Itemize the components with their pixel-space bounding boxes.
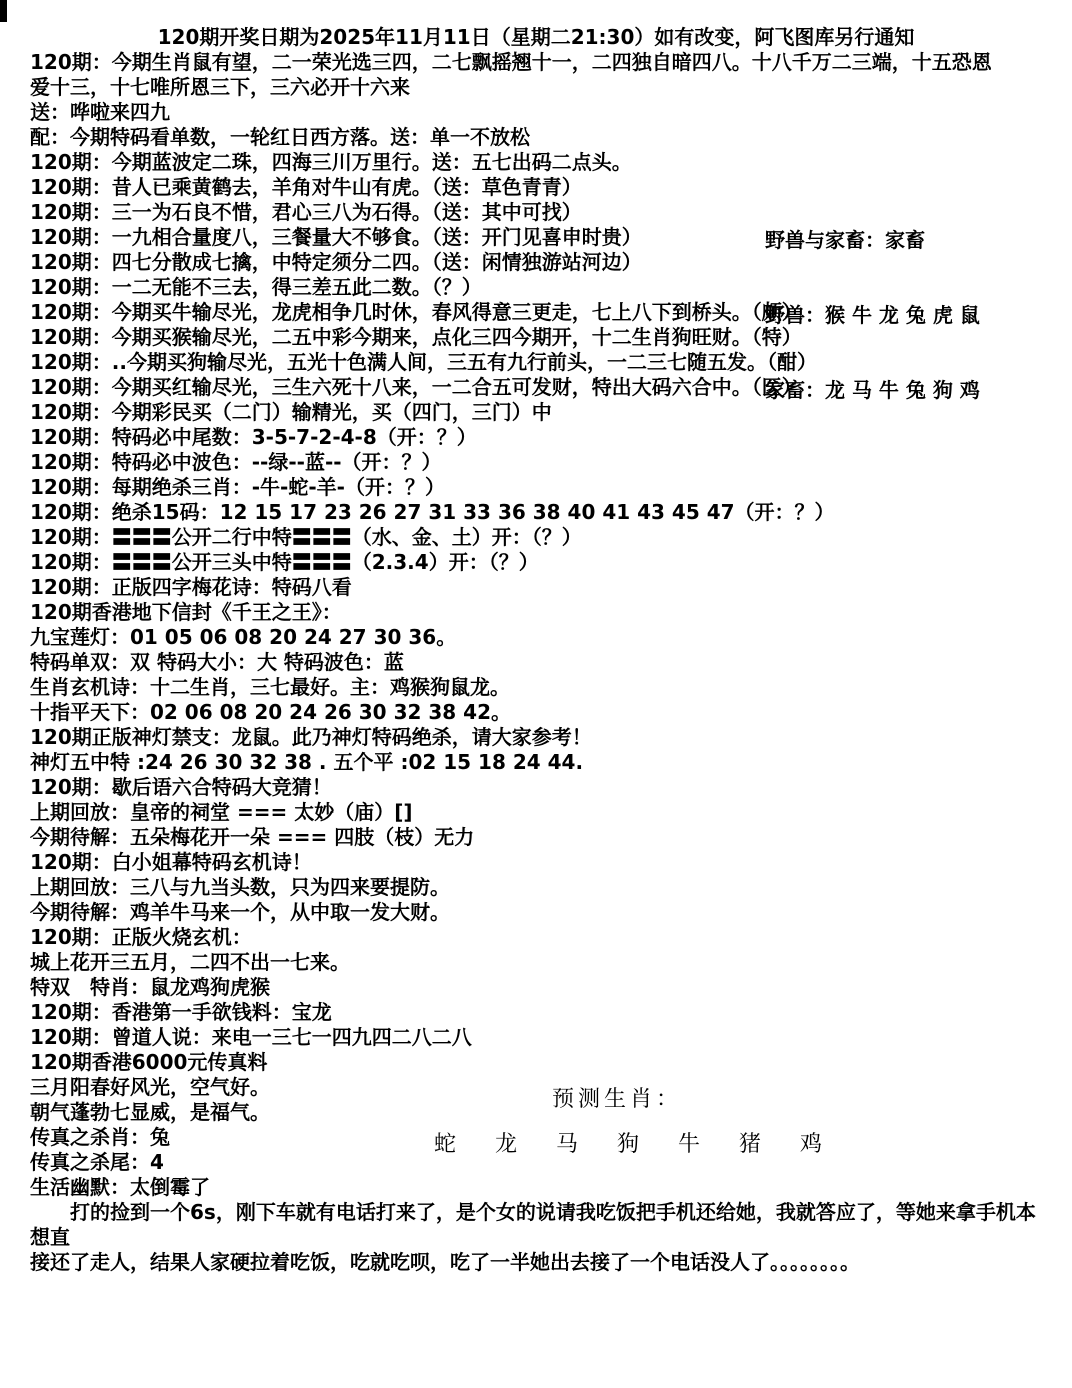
text-line: 十指平天下：02 06 08 20 24 26 30 32 38 42。 bbox=[30, 700, 511, 724]
text-line: 120期香港6000元传真料 bbox=[30, 1050, 268, 1074]
text-line: 送：哗啦来四九 bbox=[30, 100, 170, 124]
beast-livestock-title: 野兽与家畜：家畜 bbox=[765, 228, 925, 252]
text-line: 神灯五中特 :24 26 30 32 38 . 五个平 :02 15 18 24 44. bbox=[30, 750, 584, 774]
text-line: 120期：曾道人说：来电一三七一四九四二八二八 bbox=[30, 1025, 472, 1049]
text-line: 120期：特码必中波色：--绿--蓝--（开：？） bbox=[30, 450, 442, 474]
text-line: 120期：白小姐幕特码玄机诗！ bbox=[30, 850, 312, 874]
text-line: 传真之杀肖：兔 bbox=[30, 1125, 170, 1149]
text-line: 120期：今期蓝波定二珠，四海三川万里行。送：五七出码二点头。 bbox=[30, 150, 632, 174]
text-line: 120期：香港第一手欲钱料：宝龙 bbox=[30, 1000, 332, 1024]
text-line: 120期：四七分散成七擒，中特定须分二四。（送：闲情独游站河边） bbox=[30, 250, 642, 274]
text-line: 特双 特肖：鼠龙鸡狗虎猴 bbox=[30, 975, 270, 999]
text-line: 120期：特码必中尾数：3-5-7-2-4-8（开：？） bbox=[30, 425, 477, 449]
corner-mark bbox=[0, 0, 7, 22]
text-line: 120期：每期绝杀三肖：-牛-蛇-羊-（开：？） bbox=[30, 475, 445, 499]
text-line: 上期回放：皇帝的祠堂 === 太妙（庙）[] bbox=[30, 800, 413, 824]
text-line: 120期：三一为石良不惜，君心三八为石得。（送：其中可找） bbox=[30, 200, 582, 224]
prediction-zodiac-animals: 蛇 龙 马 狗 牛 猪 鸡 bbox=[434, 1132, 838, 1157]
text-line: 今期待解：鸡羊牛马来一个，从中取一发大财。 bbox=[30, 900, 450, 924]
text-line: 120期香港地下信封《千王之王》： bbox=[30, 600, 342, 624]
humor-story bbox=[30, 1200, 1046, 1275]
livestock-list: 家畜：龙 马 牛 兔 狗 鸡 bbox=[765, 378, 980, 402]
beast-livestock-panel bbox=[765, 178, 980, 453]
text-line: 120期：今期买红输尽光，三生六死十八来，一二合五可发财，特出大码六合中。（医） bbox=[30, 375, 802, 399]
text-line: 九宝莲灯：01 05 06 08 20 24 27 30 36。 bbox=[30, 625, 457, 649]
text-line: 120期：〓〓〓公开三头中特〓〓〓（2.3.4）开：（？） bbox=[30, 550, 539, 574]
text-line: 爱十三，十七唯所恩三下，三六必开十六来 bbox=[30, 75, 410, 99]
text-line: 配：今期特码看单数，一轮红日西方落。送：单一不放松 bbox=[30, 125, 530, 149]
text-line: 120期：正版火烧玄机： bbox=[30, 925, 252, 949]
text-line: 120期：今期买猴输尽光，二五中彩今期来，点化三四今期开，十二生肖狗旺财。（特） bbox=[30, 325, 802, 349]
text-line: 生肖玄机诗：十二生肖，三七最好。主：鸡猴狗鼠龙。 bbox=[30, 675, 510, 699]
text-line: 120期：正版四字梅花诗：特码八看 bbox=[30, 575, 352, 599]
text-line: 三月阳春好风光，空气好。 bbox=[30, 1075, 270, 1099]
text-line: 120期：绝杀15码：12 15 17 23 26 27 31 33 36 38 40 41 43 45 47（开：？） bbox=[30, 500, 835, 524]
text-line: 120期：昔人已乘黄鹤去，羊角对牛山有虎。（送：草色青青） bbox=[30, 175, 582, 199]
text-line: 120期：一九相合量度八，三餐量大不够食。（送：开门见喜申时贵） bbox=[30, 225, 642, 249]
text-line: 120期正版神灯禁支：龙鼠。此乃神灯特码绝杀，请大家参考！ bbox=[30, 725, 592, 749]
wild-beasts-list: 野兽：猴 牛 龙 兔 虎 鼠 bbox=[765, 303, 980, 327]
draw-date-notice: 120期开奖日期为2025年11月11日（星期二21:30）如有改变，阿飞图库另行通知 bbox=[157, 25, 915, 49]
text-line: 120期：今期生肖鼠有望，二一荣光选三四，二七飘摇翘十一，二四独自暗四八。十八千万二三端，十五恐恩 bbox=[30, 50, 992, 74]
text-line: 朝气蓬勃七显威，是福气。 bbox=[30, 1100, 270, 1124]
text-line: 120期：今期彩民买（二门）输精光，买（四门，三门）中 bbox=[30, 400, 552, 424]
text-line: 120期：..今期买狗输尽光，五光十色满人间，三五有九行前头，一二三七随五发。（酣） bbox=[30, 350, 817, 374]
story-line: 接还了走人，结果人家硬拉着吃饭，吃就吃呗，吃了一半她出去接了一个电话没人了。。。。。。。。 bbox=[30, 1250, 860, 1274]
text-line: 传真之杀尾：4 bbox=[30, 1150, 164, 1174]
text-line: 城上花开三五月，二四不出一七来。 bbox=[30, 950, 350, 974]
text-line: 特码单双：双 特码大小：大 特码波色：蓝 bbox=[30, 650, 404, 674]
text-line: 今期待解：五朵梅花开一朵 === 四肢（枝）无力 bbox=[30, 825, 475, 849]
text-line: 上期回放：三八与九当头数，只为四来要提防。 bbox=[30, 875, 450, 899]
text-line: 120期：歇后语六合特码大竞猜！ bbox=[30, 775, 332, 799]
prediction-zodiac-label: 预测生肖： bbox=[552, 1087, 683, 1112]
text-line: 120期：今期买牛输尽光，龙虎相争几时休，春风得意三更走，七上八下到桥头。（颇） bbox=[30, 300, 802, 324]
text-line: 生活幽默：太倒霉了 bbox=[30, 1175, 210, 1199]
text-line: 120期：一二无能不三去，得三差五此二数。（？） bbox=[30, 275, 482, 299]
story-line: 打的捡到一个6s，刚下车就有电话打来了，是个女的说请我吃饭把手机还给她，我就答应了，等她来拿手机本想直 bbox=[30, 1200, 1036, 1249]
text-line: 120期：〓〓〓公开二行中特〓〓〓（水、金、土）开：（？） bbox=[30, 525, 582, 549]
